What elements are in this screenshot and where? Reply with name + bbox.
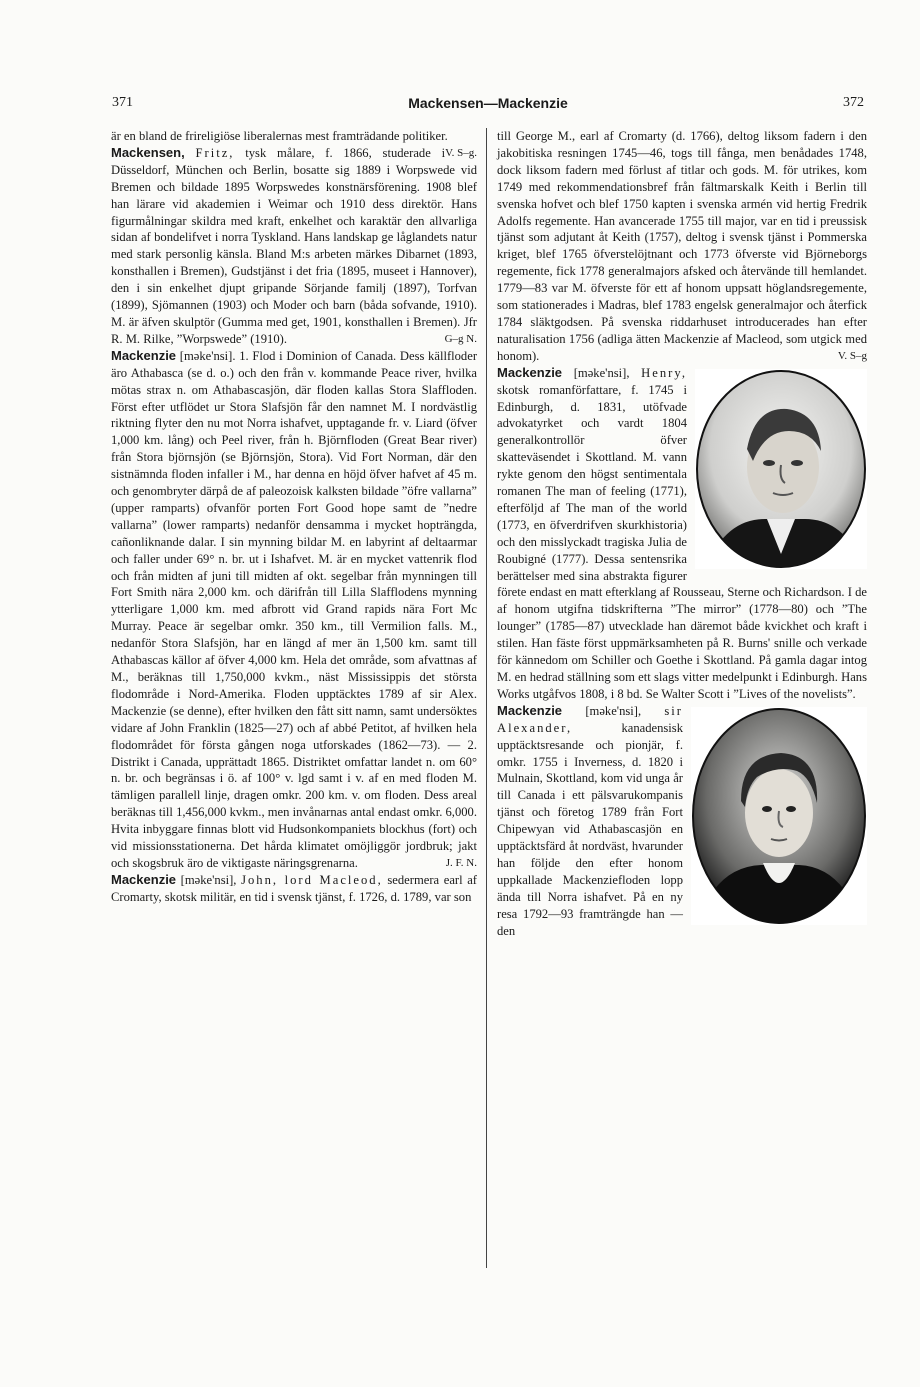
entry-body: tysk målare, f. 1866, studerade i Düsseldorf, München och Berlin, bosatte sig 1889 i Worpswede vid Bremen och bildade 1895 Worpswedes konstnärsförening. 1908 blef han lärare vid akademien i Weimar och 1910 dess direktör. Hans figurmålningar skildra med kraft, enkelhet och karaktär den allvarliga sidan af bondelifvet i norra Tyskland. Hans landskap ge låglandets natur med stark personlig känsla. Bland M:s arbeten märkes Dibarnet (1893, konsthallen i Bremen), Gudstjänst i det fria (1895, museet i Hannover), den i sin enkelhet djupt gripande Sörjande familj (1897), Torfvan (1899), Sjömannen (1903) och Moder och barn (båda sofvande, 1910). M. är äfven skulptör (Gumma med get, 1901, konsthallen i Bremen). Jfr R. M. Rilke, ”Worpswede” (1910). <box>111 145 477 346</box>
headword: Mackenzie <box>497 364 563 380</box>
entry-john-mackenzie-continued <box>497 128 867 365</box>
page-header <box>112 95 864 117</box>
given-name: John, lord Macleod, <box>241 872 383 887</box>
left-column <box>111 128 477 906</box>
pronunciation: [məke'nsi], <box>573 365 630 380</box>
entry-alexander-mackenzie <box>497 703 867 940</box>
pronunciation: [məke'nsi]. <box>179 348 236 363</box>
headword: Mackenzie <box>111 347 177 363</box>
headword: Mackenzie <box>111 871 177 887</box>
entry-john-mackenzie <box>111 872 477 906</box>
page-number-left: 371 <box>112 95 133 110</box>
portrait-henry-mackenzie <box>695 369 867 569</box>
oval-portrait-image <box>695 369 867 569</box>
given-name: Henry, <box>641 365 687 380</box>
signature: V. S–g <box>837 349 867 362</box>
signature: J. F. N. <box>445 856 477 869</box>
entry-body: sedermera earl af Cromarty, skotsk militär, en tid i svensk tjänst, f. 1726, d. 1789, var son <box>111 872 478 904</box>
entry-continuation: är en bland de frireligiöse liberalernas mest framträdande politiker. V. S–g. <box>111 128 477 145</box>
entry-fritz-mackensen <box>111 145 477 348</box>
signature: V. S–g. <box>445 146 477 159</box>
entry-body: skotsk romanförfattare, f. 1745 i Edinburgh, d. 1831, utöfvade advokatyrket och vardt 1804 generalkontrollör öfver skatteväsendet i Skottland. M. vann rykte genom den högst sentimentala romanen The man of feeling (1771), efterföljd af The man of the world (1773, en öfverdrifven skurkhistoria) och den misslyckadt tragiska Julia de Roubigné (1777). Dessa sentensrika berättelser med sina abstrakta figurer förete endast en matt efterklang af Rousseau, Sterne och Richardson. I de af honom utgifna tidskrifterna ”The mirror” (1778—80) och ”The lounger” (1785—87) utvecklade han däremot både kvickhet och kraft i stilen. Han fäste först uppmärksamheten på R. Burns' snille och verkade för kännedom om Schiller och Goethe i Skottland. På gamla dagar intog M. en hedrad ställning som ett slags vitter medelpunkt i Edinburgh. Hans Works utgåfvos 1808, i 8 bd. Se Walter Scott i ”Lives of the novelists”. <box>497 382 867 701</box>
given-name: Fritz, <box>195 145 235 160</box>
headword: Mackenzie <box>497 702 563 718</box>
column-divider <box>486 128 487 1268</box>
entry-body: till George M., earl af Cromarty (d. 1766), deltog liksom fadern i den jakobitiska resningen 1745—46, togs till fånga, men benådades 1748, dock liksom fadern med förlust af titlar och gods. M. för utrikes, kom 1749 med rekommendationsbref från fältmarskalk Keith i Berlin till svenska hofvet och blef 1750 kapten i svenska armén vid hertig Fredrik Adolfs regemente. Han avancerade 1755 till major, var en tid i preussisk tjänst som adjutant åt Keith (1757), deltog i svensk tjänst i Pommerska kriget, blef 1765 öfverstelöjtnant och 1773 öfverste vid Björneborgs regemente, fick 1778 generalmajors afsked och återvände till hemlandet. 1779—83 var M. öfverste för ett af honom uppsatt höglandsregemente, som stationerades i Madras, blef 1783 engelsk generalmajor och återfick 1784 släktgodsen. På svenska riddarhuset introducerades han efter naturalisation 1756 (adliga ätten Mackenzie af Macleod, som utgick med honom). <box>497 129 867 363</box>
portrait-alexander-mackenzie <box>691 707 867 925</box>
pronunciation: [məke'nsi], <box>585 703 642 718</box>
entry-body: 1. Flod i Dominion of Canada. Dess källfloder äro Athabasca (se d. o.) och den från v. kommande Peace river, hvilka mötas strax n. om Athabascasjön, där floden kallas Stora Slaffloden. Först efter utflödet ur Stora Slafsjön får den namnet M. I nordvästlig riktning flyter den nu mot Norra ishafvet, upptagande fr. v. Liard (öfver 1,000 km. lång) och Peel river, från h. Björnfloden (Great Bear river) från Stora björnsjön (se Björnsjön, Stora). Vid Fort Norman, där den sistnämnda floden infaller i M., har denna en höjd öfver hafvet af 45 m. och genombryter därpå de af paleozoisk kalksten bildade ”öfre vallarna” (upper ramparts) ofvanför porten Fort Good hope samt de ”nedre vallarna” (lower ramparts) nedanför densamma i mycket hopträngda, cañonliknande dalar. I sin mynning bildar M. en labyrint af deltaarmar och faller under 69° n. br. ut i Ishafvet. M. är en mycket vattenrik flod och från midten af juni till midten af okt. segelbar från mynningen till Fort Smith nära 2,000 km. och därifrån till Lilla Slafflodens mynning ytterligare 1,000 km. med afbrott vid Grand rapids nära Fort Mc Murray. Peace är segelbar omkr. 350 km., till Vermilion falls. M., nedanför Stora Slafsjön, har en längd af mer än 1,500 km. samt till Athabascas källor af öfver 4,000 km. Hela det område, som afvattnas af M., beräknas till 1,750,000 kvkm., näst Mississippis det största flodområde i Nord-Amerika. Floden upptäcktes 1789 af sir Alex. Mackenzie (se denne), efter hvilken den fått sitt namn, samt undersöktes vidare af John Franklin (1825—27) och af abbé Petitot, af hvilken hela flodområdet för första gången noga utforskades (1862—73). — 2. Distrikt i Canada, upprättadt 1865. Distriktet omfattar landet n. om 60° n. br. och begränsas i ö. af 100° v. lgd samt i v. af en med floden M. tämligen parallell linje, dragen omkr. 200 km. v. om floden. Dess areal beräknas till 1,456,000 kvkm., men invånarnas antal endast omkr. 6,000. Hvita inbyggare finnas blott vid Hudsonkompaniets blockhus (fort) och vid missionsstationerna. Det hårda klimatet omöjliggör jordbruk; jakt och skogsbruk äro de viktigaste näringsgrenarna. <box>111 348 478 870</box>
given-name: sir Alexander, <box>497 703 683 735</box>
entry-body: kanadensisk upptäcktsresande och pionjär, f. omkr. 1755 i Inverness, d. 1820 i Mulnain, Skottland, kom vid unga år till Canada i ett pälsvarukompanis tjänst och företog 1789 från Fort Chipewyan vid Athabascasjön en upptäcktsfärd åt nordväst, hvarunder han följde den efter honom uppkallade Mackenziefloden lopp ända till Norra ishafvet. På en ny resa 1792—93 framträngde han — den <box>497 720 683 938</box>
oval-portrait-image <box>691 707 867 925</box>
entry-henry-mackenzie <box>497 365 867 703</box>
page-number-right: 372 <box>843 95 864 110</box>
signature: G–g N. <box>444 332 477 345</box>
entry-mackenzie-river <box>111 348 477 872</box>
running-title: Mackensen—Mackenzie <box>408 95 568 111</box>
right-column <box>497 128 867 940</box>
headword: Mackensen, <box>111 144 185 160</box>
pronunciation: [məke'nsi], <box>180 872 237 887</box>
